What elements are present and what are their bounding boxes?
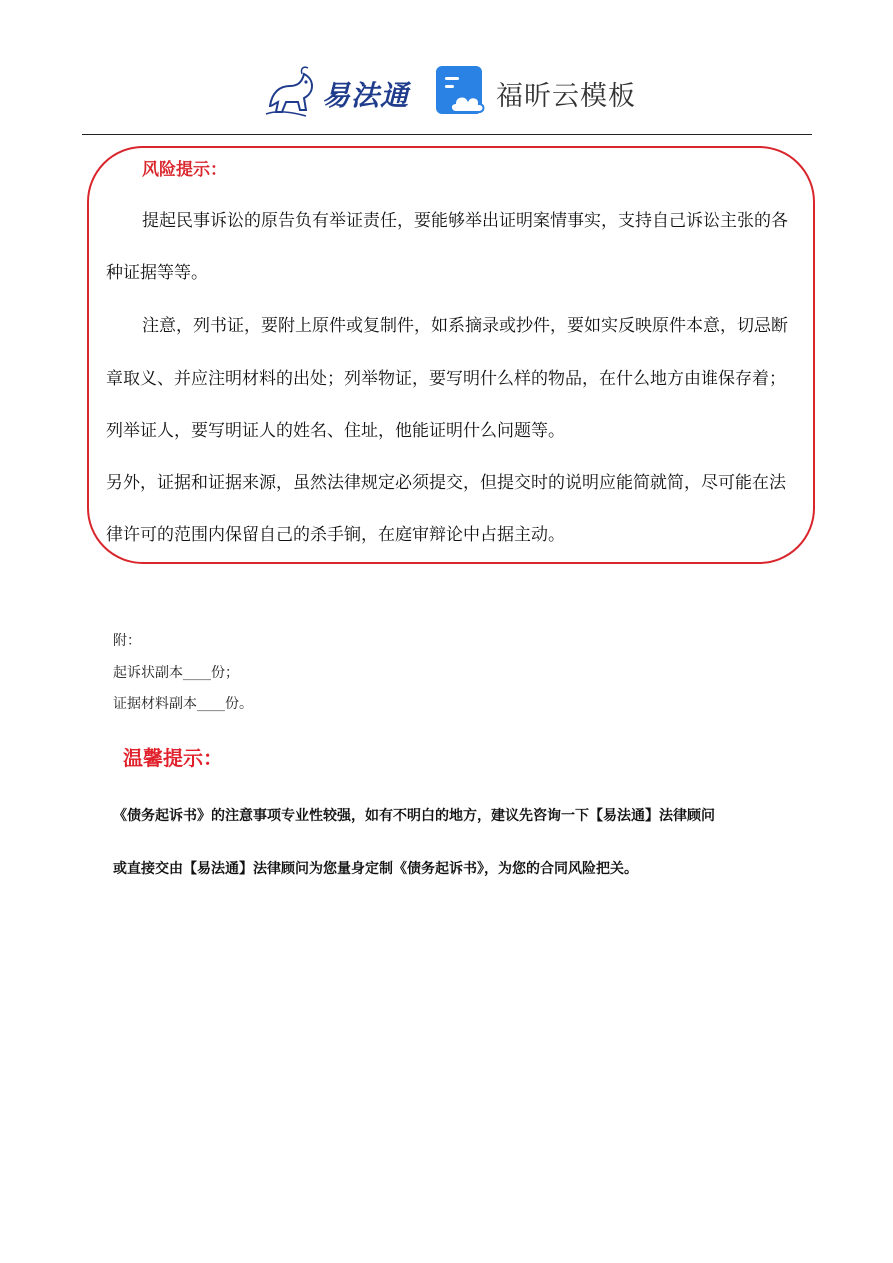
qilin-icon bbox=[262, 62, 322, 122]
risk-paragraph-line: 律许可的范围内保留自己的杀手锏，在庭审辩论中占据主动。 bbox=[106, 525, 565, 545]
header-divider bbox=[82, 134, 812, 135]
risk-paragraph-line: 注意，列书证，要附上原件或复制件，如系摘录或抄件，要如实反映原件本意，切忌断 bbox=[142, 316, 788, 336]
yifatong-logo bbox=[262, 62, 422, 122]
risk-paragraph-line: 列举证人，要写明证人的姓名、住址，他能证明什么问题等。 bbox=[106, 421, 565, 441]
risk-paragraph-line: 章取义、并应注明材料的出处；列举物证，要写明什么样的物品，在什么地方由谁保存着； bbox=[106, 369, 786, 389]
appendix-item: 证据材料副本____份。 bbox=[113, 696, 253, 712]
header bbox=[0, 58, 893, 128]
appendix-item: 起诉状副本____份； bbox=[113, 665, 239, 681]
logo1-text: 易法通 bbox=[322, 79, 410, 112]
fuxin-logo bbox=[436, 64, 656, 120]
logo2-text: 福昕云模板 bbox=[496, 81, 636, 112]
warm-tip-line: 或直接交由【易法通】法律顾问为您量身定制《债务起诉书》，为您的合同风险把关。 bbox=[113, 861, 638, 877]
warm-tip-line: 《债务起诉书》的注意事项专业性较强，如有不明白的地方，建议先咨询一下【易法通】法律顾问 bbox=[113, 808, 715, 824]
cloud-document-icon bbox=[436, 64, 488, 116]
risk-paragraph-line: 另外，证据和证据来源，虽然法律规定必须提交，但提交时的说明应能简就简，尽可能在法 bbox=[106, 473, 786, 493]
risk-title: 风险提示： bbox=[142, 160, 227, 180]
appendix-label: 附： bbox=[113, 633, 141, 649]
risk-paragraph-line: 种证据等等。 bbox=[106, 263, 208, 283]
risk-paragraph-line: 提起民事诉讼的原告负有举证责任，要能够举出证明案情事实，支持自己诉讼主张的各 bbox=[142, 211, 788, 231]
warm-tip-title: 温馨提示： bbox=[123, 746, 223, 770]
